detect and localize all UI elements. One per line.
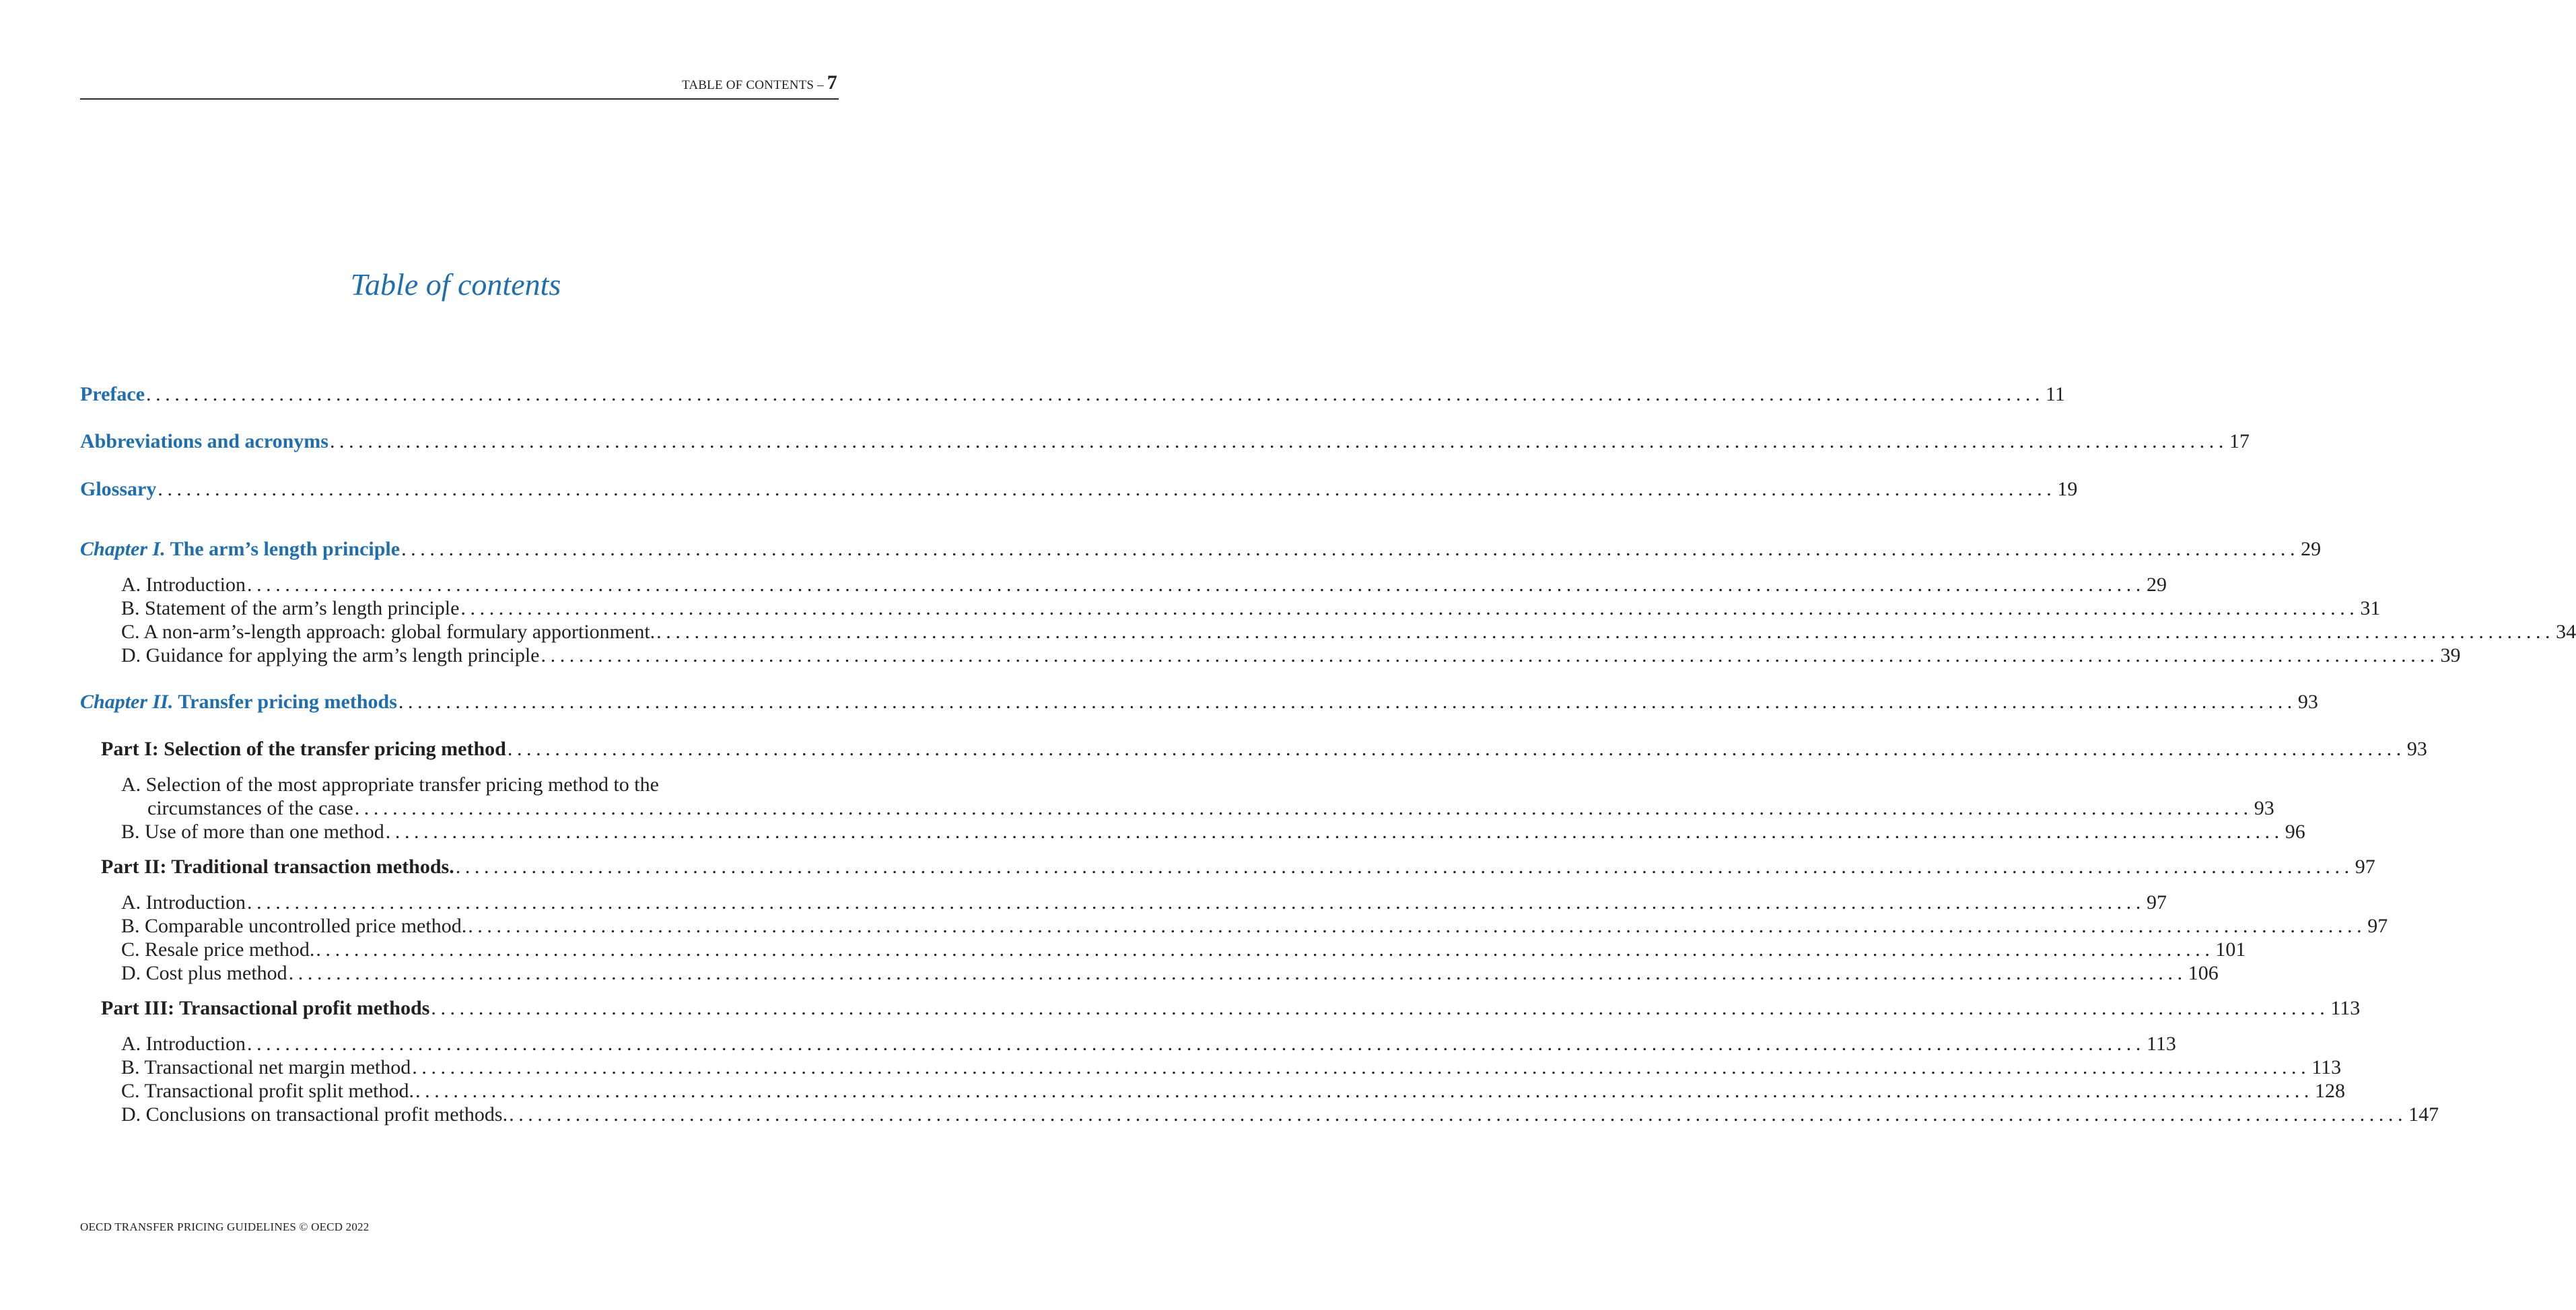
toc-entry-ch1-d[interactable]: D. Guidance for applying the arm’s length principle ........................................................................................................................................................................................................ 39 — [121, 644, 2461, 666]
leader-dots: ........................................................................................................................................................................................................ — [415, 1080, 2313, 1102]
leader-dots: ........................................................................................................................................................................................................ — [431, 997, 2330, 1019]
running-header — [80, 71, 839, 100]
toc-entry-part3-b[interactable]: B. Transactional net margin method ........................................................................................................................................................................................................ 113 — [121, 1056, 2342, 1078]
toc-entry-part1-a-continuation[interactable]: circumstances of the case ........................................................................................................................................................................................................ 93 — [147, 797, 2274, 819]
toc-entry-part2-d[interactable]: D. Cost plus method ........................................................................................................................................................................................................ 106 — [121, 962, 2219, 984]
leader-dots: ........................................................................................................................................................................................................ — [246, 1033, 2145, 1055]
chapter-title: The arm’s length principle — [170, 538, 401, 560]
leader-dots: ........................................................................................................................................................................................................ — [656, 621, 2555, 643]
toc-entry-part2-c[interactable]: C. Resale price method. ........................................................................................................................................................................................................ 101 — [121, 938, 2246, 961]
leader-dots: ........................................................................................................................................................................................................ — [401, 538, 2300, 560]
toc-entry-ch1-a[interactable]: A. Introduction ........................................................................................................................................................................................................ 29 — [121, 574, 2167, 596]
leader-dots: ........................................................................................................................................................................................................ — [385, 821, 2284, 843]
toc-entry-part-2[interactable]: Part II: Traditional transaction methods. ........................................................................................................................................................................................................ 97 — [101, 856, 2375, 878]
leader-dots: ........................................................................................................................................................................................................ — [329, 430, 2228, 452]
leader-dots: ........................................................................................................................................................................................................ — [354, 797, 2253, 819]
toc-entry-part-3[interactable]: Part III: Transactional profit methods ........................................................................................................................................................................................................ 113 — [101, 997, 2361, 1019]
toc-entry-chapter-1[interactable]: Chapter I. The arm’s length principle ........................................................................................................................................................................................................ 29 — [80, 538, 2322, 560]
leader-dots: ........................................................................................................................................................................................................ — [158, 478, 2056, 500]
leader-dots: ........................................................................................................................................................................................................ — [460, 597, 2359, 619]
toc-entry-glossary[interactable]: Glossary ........................................................................................................................................................................................................ 19 — [80, 478, 2078, 500]
chapter-title: Transfer pricing methods — [178, 691, 397, 713]
toc-entry-chapter-2[interactable]: Chapter II. Transfer pricing methods ........................................................................................................................................................................................................ 93 — [80, 691, 2318, 713]
toc-entry-preface[interactable]: Preface ........................................................................................................................................................................................................ 11 — [80, 383, 2065, 405]
toc-entry-part-1[interactable]: Part I: Selection of the transfer pricing method ........................................................................................................................................................................................................ 93 — [101, 738, 2427, 760]
chapter-prefix: Chapter I. — [80, 538, 166, 560]
leader-dots: ........................................................................................................................................................................................................ — [509, 1103, 2408, 1126]
leader-dots: ........................................................................................................................................................................................................ — [507, 738, 2406, 760]
leader-dots: ........................................................................................................................................................................................................ — [468, 915, 2367, 937]
toc-entry-part1-b[interactable]: B. Use of more than one method ........................................................................................................................................................................................................ 96 — [121, 821, 2305, 843]
toc-entry-part1-a[interactable]: A. Selection of the most appropriate transfer pricing method to the — [121, 773, 659, 796]
page-footer: OECD TRANSFER PRICING GUIDELINES © OECD 2022 — [80, 1220, 370, 1233]
toc-entry-ch1-b[interactable]: B. Statement of the arm’s length principle ........................................................................................................................................................................................................ 31 — [121, 597, 2381, 619]
leader-dots: ........................................................................................................................................................................................................ — [246, 574, 2145, 596]
toc-entry-part3-a[interactable]: A. Introduction ........................................................................................................................................................................................................ 113 — [121, 1033, 2176, 1055]
leader-dots: ........................................................................................................................................................................................................ — [288, 962, 2187, 984]
running-title: TABLE OF CONTENTS – — [682, 78, 827, 92]
leader-dots: ........................................................................................................................................................................................................ — [455, 856, 2354, 878]
leader-dots: ........................................................................................................................................................................................................ — [316, 938, 2215, 961]
toc-entry-part3-d[interactable]: D. Conclusions on transactional profit methods. ........................................................................................................................................................................................................ 147 — [121, 1103, 2439, 1126]
toc-entry-part2-b[interactable]: B. Comparable uncontrolled price method. ........................................................................................................................................................................................................ 97 — [121, 915, 2388, 937]
toc-entry-part2-a[interactable]: A. Introduction ........................................................................................................................................................................................................ 97 — [121, 891, 2167, 913]
page-title: Table of contents — [350, 267, 561, 302]
toc-entry-ch1-c[interactable]: C. A non-arm’s-length approach: global formulary apportionment. ........................................................................................................................................................................................................ 34 — [121, 621, 2576, 643]
leader-dots: ........................................................................................................................................................................................................ — [146, 383, 2045, 405]
toc-entry-part3-c[interactable]: C. Transactional profit split method. ........................................................................................................................................................................................................ 128 — [121, 1080, 2345, 1102]
leader-dots: ........................................................................................................................................................................................................ — [246, 891, 2145, 913]
leader-dots: ........................................................................................................................................................................................................ — [398, 691, 2297, 713]
leader-dots: ........................................................................................................................................................................................................ — [541, 644, 2439, 666]
page-number: 7 — [827, 71, 837, 94]
toc-entry-abbreviations[interactable]: Abbreviations and acronyms ........................................................................................................................................................................................................ 17 — [80, 430, 2250, 452]
chapter-prefix: Chapter II. — [80, 691, 174, 713]
leader-dots: ........................................................................................................................................................................................................ — [412, 1056, 2311, 1078]
